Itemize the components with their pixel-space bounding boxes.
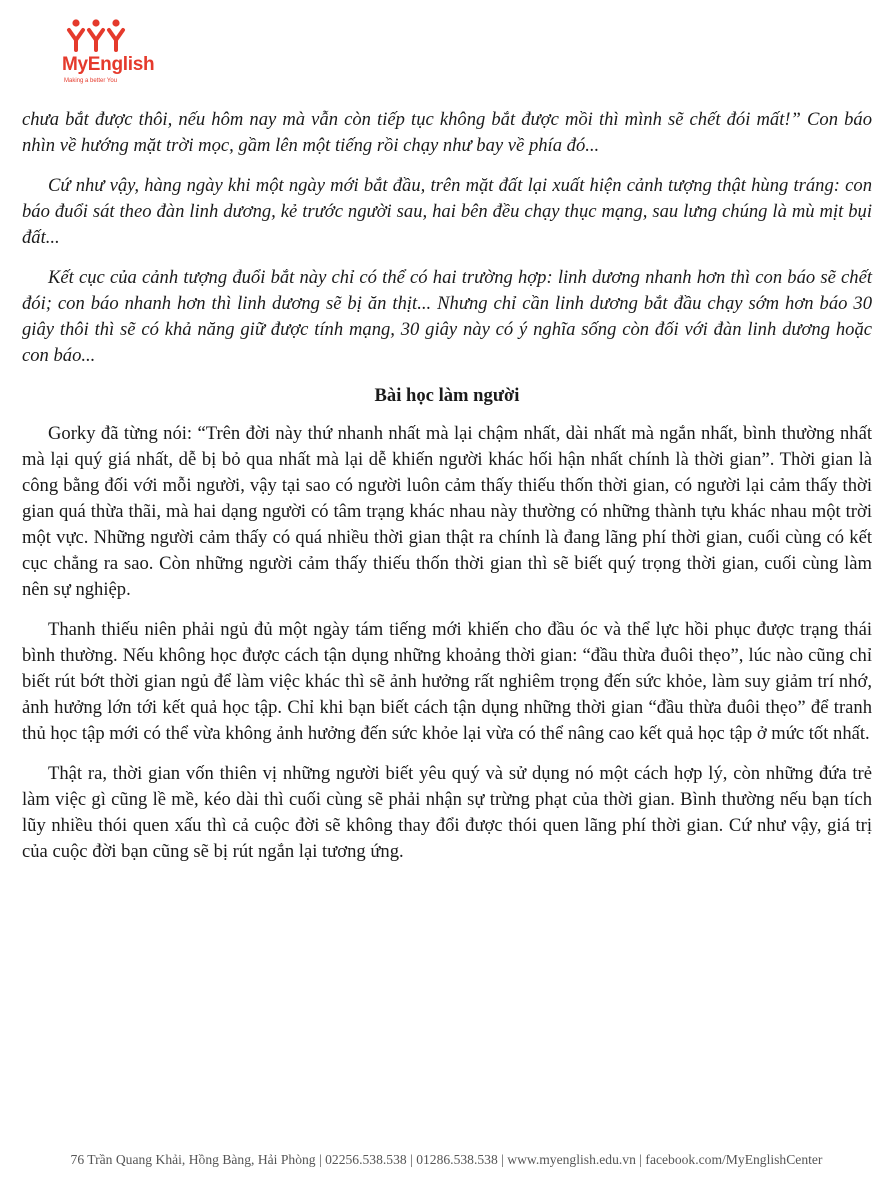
story-paragraph-2: Cứ như vậy, hàng ngày khi một ngày mới bắt đầu, trên mặt đất lại xuất hiện cảnh tượng thật hùng tráng: con báo đuổi sát theo đàn linh dương, kẻ trước người sau, hai bên đều chạy thục mạng, sau lưng chúng là mù mịt bụi đất...	[22, 175, 872, 248]
lesson-paragraph-2: Thanh thiếu niên phải ngủ đủ một ngày tám tiếng mới khiến cho đầu óc và thể lực hồi phục được trạng thái bình thường. Nếu không học được cách tận dụng những khoảng thời gian: “đầu thừa đuôi thẹo”, lúc nào cũng chỉ biết rút bớt thời gian ngủ để làm việc khác thì sẽ ảnh hưởng rất nghiêm trọng đến sức khỏe, làm suy giảm trí nhớ, ảnh hưởng lớn tới kết quả học tập. Chỉ khi bạn biết cách tận dụng những thời gian “đầu thừa đuôi thẹo” để tranh thủ học tập mới có thể vừa không ảnh hưởng đến sức khỏe lại vừa có thể nâng cao kết quả học tập ở mức tốt nhất.	[22, 619, 872, 744]
lesson-paragraph-3: Thật ra, thời gian vốn thiên vị những người biết yêu quý và sử dụng nó một cách hợp lý, còn những đứa trẻ làm việc gì cũng lề mề, kéo dài thì cuối cùng sẽ phải nhận sự trừng phạt của thời gian. Bình thường nếu bạn tích lũy nhiều thói quen xấu thì cả cuộc đời sẽ không thay đổi được thói quen lãng phí thời gian. Cứ như vậy, giá trị của cuộc đời bạn cũng sẽ bị rút ngắn lại tương ứng.	[22, 763, 872, 862]
story-paragraph-1: chưa bắt được thôi, nếu hôm nay mà vẫn còn tiếp tục không bắt được mồi thì mình sẽ chết đói mất!” Con báo nhìn về hướng mặt trời mọc, gầm lên một tiếng rồi chạy như bay về phía đó...	[22, 109, 872, 156]
document-body	[22, 107, 872, 879]
page-footer: 76 Trần Quang Khải, Hồng Bàng, Hải Phòng | 02256.538.538 | 01286.538.538 | www.myenglish.edu.vn | facebook.com/MyEnglishCenter	[70, 1152, 823, 1167]
lesson-paragraph-1: Gorky đã từng nói: “Trên đời này thứ nhanh nhất mà lại chậm nhất, dài nhất mà ngắn nhất, bình thường nhất mà lại quý giá nhất, dễ bị bỏ qua nhất mà lại dễ khiến người khác hối hận nhất chính là thời gian”. Thời gian là công bằng đối với mỗi người, vậy tại sao có người luôn cảm thấy thiếu thốn thời gian, có người lại cảm thấy thời gian quá thừa thãi, mà hai dạng người có tâm trạng khác nhau này thường có những thành tựu khác nhau một trời một vực. Những người cảm thấy có quá nhiều thời gian thật ra chính là đang lãng phí thời gian, cuối cùng có kết cục chẳng ra sao. Còn những người cảm thấy thiếu thốn thời gian thì sẽ biết quý trọng thời gian, cuối cùng làm nên sự nghiệp.	[22, 423, 872, 600]
people-logo-icon	[66, 18, 126, 52]
section-title: Bài học làm người	[374, 385, 520, 406]
brand-tagline: Making a better You	[64, 78, 118, 84]
story-paragraph-3: Kết cục của cảnh tượng đuổi bắt này chỉ có thể có hai trường hợp: linh dương nhanh hơn thì con báo sẽ chết đói; con báo nhanh hơn thì linh dương sẽ bị ăn thịt... Nhưng chỉ cần linh dương bắt đầu chạy sớm hơn báo 30 giây thôi thì sẽ có khả năng giữ được tính mạng, 30 giây này có ý nghĩa sống còn đối với đàn linh dương hoặc con báo...	[22, 267, 872, 366]
brand-logo	[58, 18, 158, 88]
brand-name: MyEnglish	[62, 54, 155, 75]
